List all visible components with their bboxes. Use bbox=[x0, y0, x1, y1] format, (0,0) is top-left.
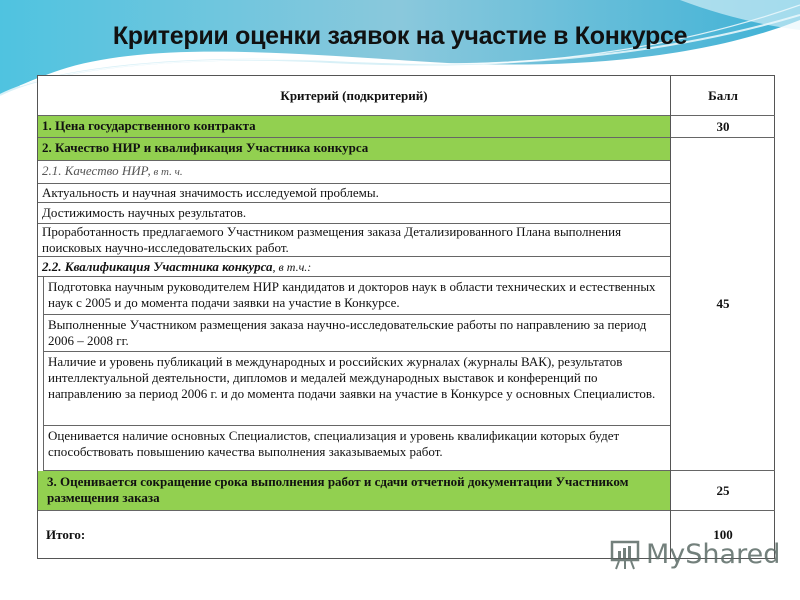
row-price: 1. Цена государственного контракта bbox=[38, 116, 670, 138]
slide-title: Критерии оценки заявок на участие в Конкурсе bbox=[112, 22, 688, 50]
row-phd-training: Подготовка научным руководителем НИР кандидатов и докторов наук в области технических и естественных наук с 2005 и до момента подачи заявки на участие в Конкурсе. bbox=[43, 277, 670, 315]
row-term-reduction: 3. Оценивается сокращение срока выполнения работ и сдачи отчетной документации Участником размещения заказа bbox=[38, 471, 670, 511]
header-score: Балл bbox=[671, 76, 775, 116]
row-total: Итого: bbox=[46, 526, 86, 542]
row-qualification: 2.2. Квалификация Участника конкурса, в т.ч.: bbox=[38, 257, 670, 277]
row-plan-elaboration: Проработанность предлагаемого Участником размещения заказа Детализированного Плана выполнения поисковых научно-исследовательских работ. bbox=[38, 224, 670, 257]
row-specialists: Оценивается наличие основных Специалистов, специализация и уровень квалификации которых будет способствовать повышению качества выполнения заказываемых работ. bbox=[43, 426, 670, 471]
score-price: 30 bbox=[671, 116, 775, 138]
row-relevance: Актуальность и научная значимость исследуемой проблемы. bbox=[38, 184, 670, 203]
row-completed-research: Выполненные Участником размещения заказа научно-исследовательские работы по направлению за период 2006 – 2008 гг. bbox=[43, 315, 670, 352]
watermark-text: MyShared bbox=[646, 538, 781, 570]
row-quality-nir: 2.1. Качество НИР, в т. ч. bbox=[38, 161, 670, 184]
watermark bbox=[608, 537, 780, 571]
score-quality: 45 bbox=[671, 138, 775, 471]
row-achievability: Достижимость научных результатов. bbox=[38, 203, 670, 224]
row-quality: 2. Качество НИР и квалификация Участника конкурса bbox=[38, 138, 670, 161]
criteria-table bbox=[37, 75, 775, 559]
row-publications: Наличие и уровень публикаций в международных и российских журналах (журналы ВАК), результатов интеллектуальной деятельности, дипломов и медалей международных выставок и конференций по направлению за период 2006 г. и до момента подачи заявки на участие в Конкурсе у основных Специалистов. bbox=[43, 352, 670, 426]
presentation-board-icon bbox=[608, 537, 642, 571]
score-term: 25 bbox=[671, 471, 775, 511]
header-criterion: Критерий (подкритерий) bbox=[38, 76, 670, 116]
score-total: 100 bbox=[713, 526, 733, 542]
score-column bbox=[670, 76, 775, 558]
